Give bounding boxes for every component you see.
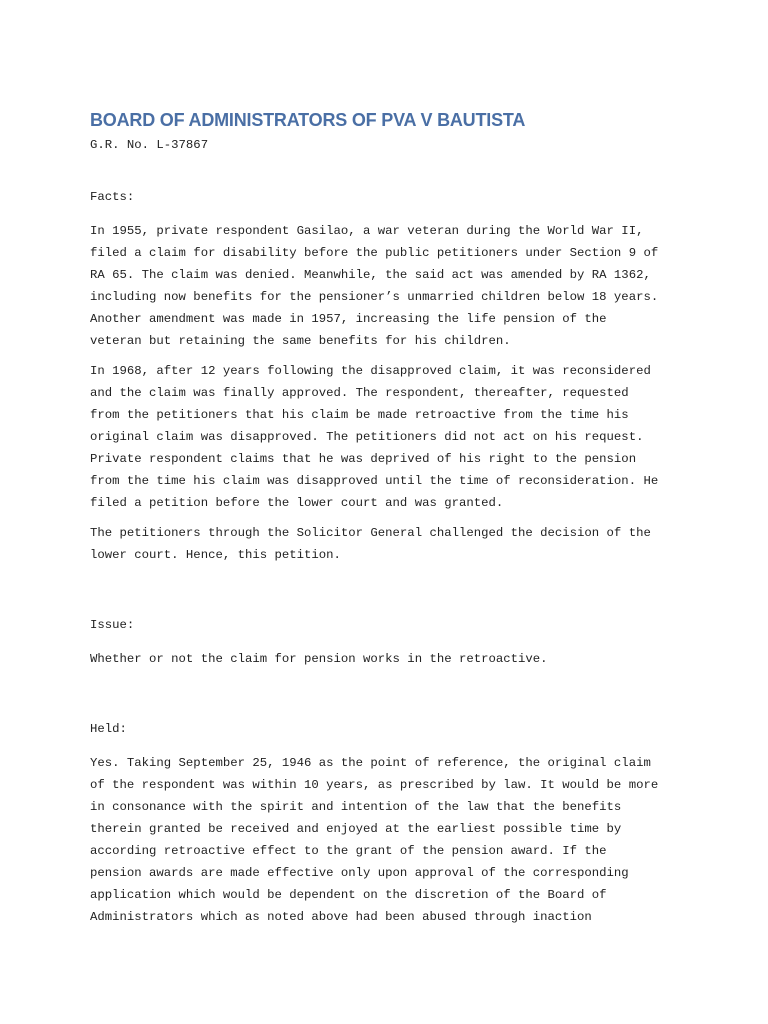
held-paragraph: Yes. Taking September 25, 1946 as the point of reference, the original claim of the respondent was within 10 years, as prescribed by law. It would be more in consonance with the spirit and intention of the law that the benefits therein granted be received and enjoyed at the earliest possible time by according retroactive effect to the grant of the pension award. If the pension awards are made effective only upon approval of the corresponding application which would be dependent on the discretion of the Board of Administrators which as noted above had been abused through inaction [90, 756, 659, 924]
facts-heading: Facts: [90, 190, 135, 204]
case-number: G.R. No. L-37867 [90, 138, 209, 152]
document-page [90, 108, 680, 928]
issue-heading: Issue: [90, 618, 135, 632]
facts-paragraph: In 1968, after 12 years following the disapproved claim, it was reconsidered and the claim was finally approved. The respondent, thereafter, requested from the petitioners that his claim be made retroactive from the time his original claim was disapproved. The petitioners did not act on his request. Private respondent claims that he was deprived of his right to the pension from the time his claim was disapproved until the time of reconsideration. He filed a petition before the lower court and was granted. [90, 364, 659, 510]
held-heading: Held: [90, 722, 127, 736]
facts-paragraph: In 1955, private respondent Gasilao, a war veteran during the World War II, filed a claim for disability before the public petitioners under Section 9 of RA 65. The claim was denied. Meanwhile, the said act was amended by RA 1362, including now benefits for the pensioner’s unmarried children below 18 years. Another amendment was made in 1957, increasing the life pension of the veteran but retaining the same benefits for his children. [90, 224, 659, 348]
facts-paragraph: The petitioners through the Solicitor General challenged the decision of the lower court. Hence, this petition. [90, 526, 651, 562]
issue-paragraph: Whether or not the claim for pension works in the retroactive. [90, 652, 548, 666]
document-title: BOARD OF ADMINISTRATORS OF PVA V BAUTISTA [90, 110, 526, 130]
